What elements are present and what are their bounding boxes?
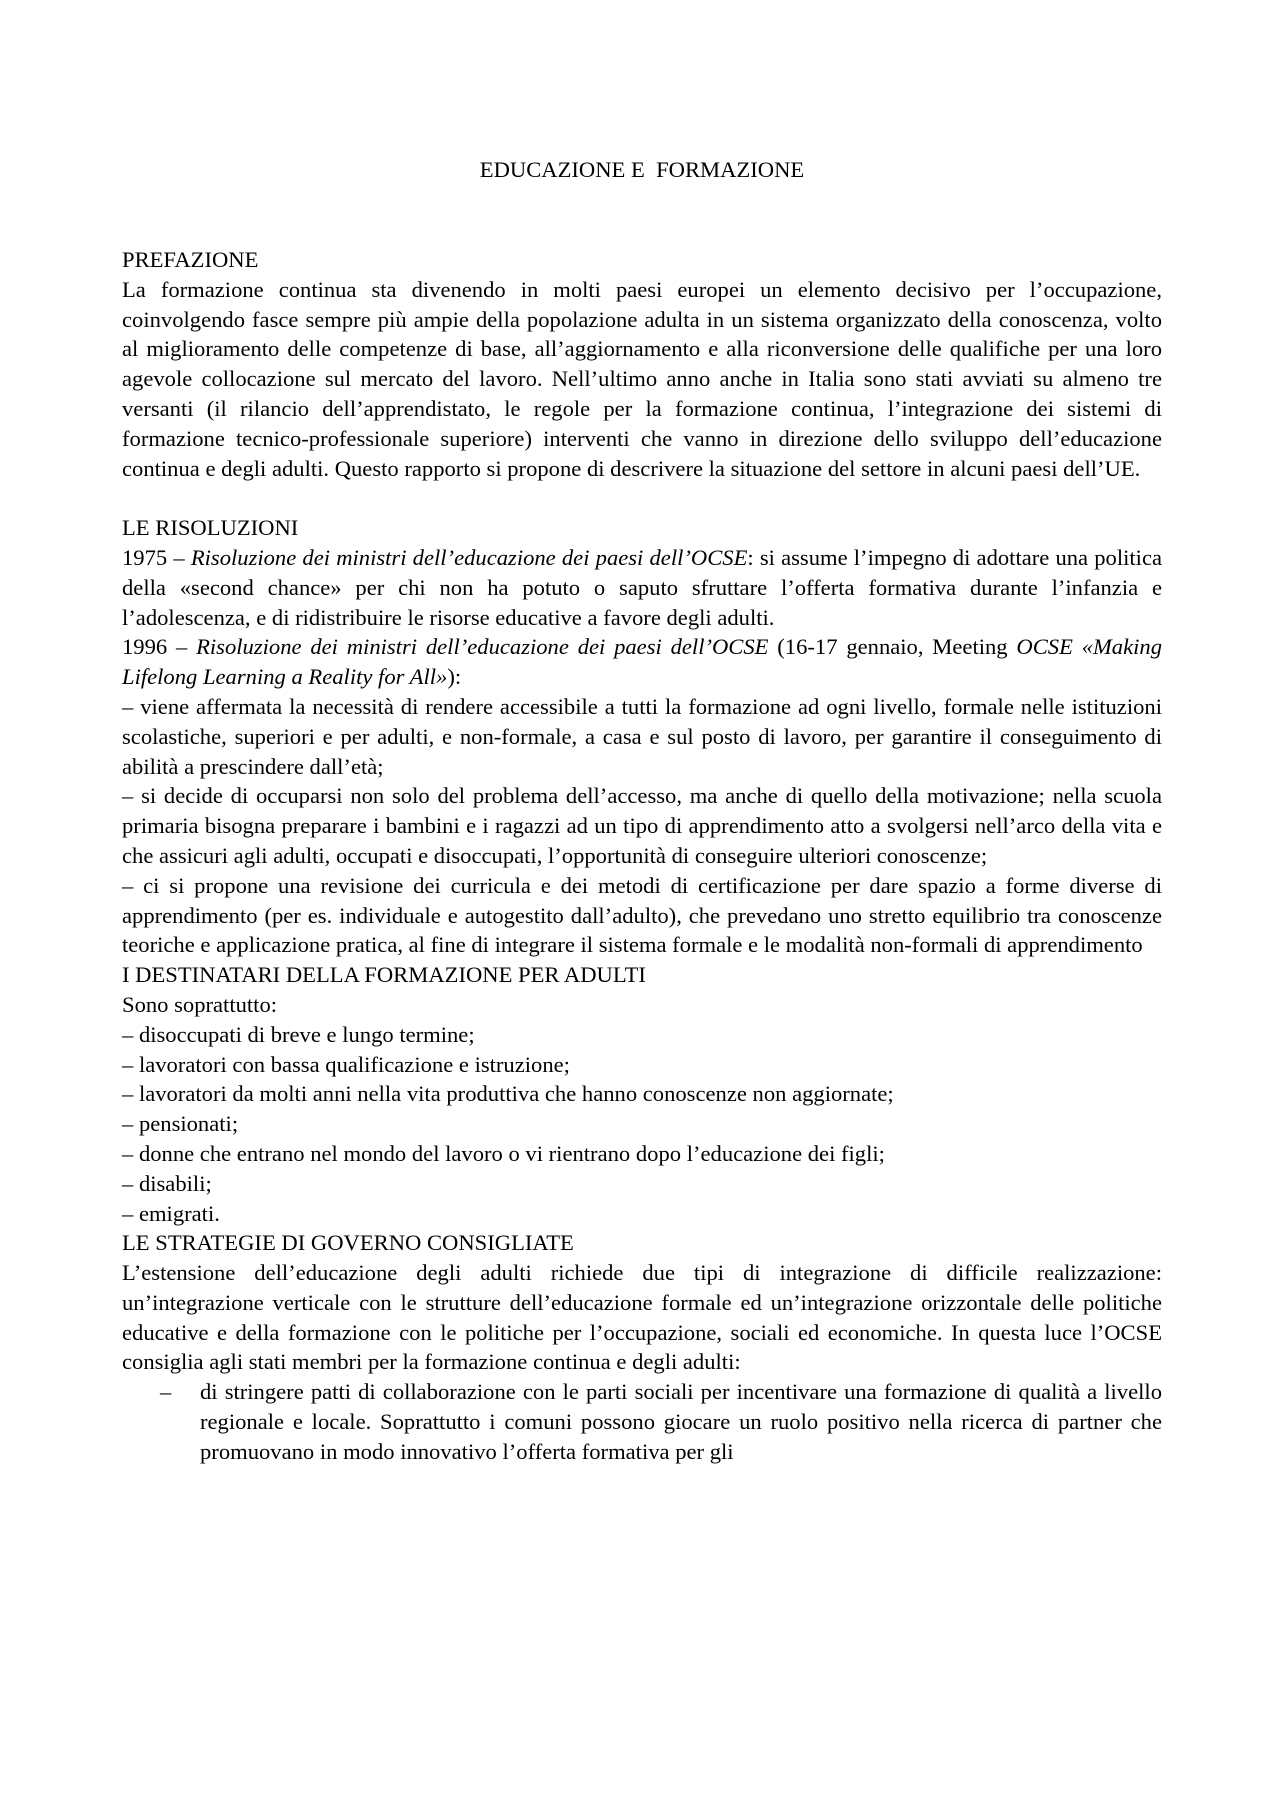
section-heading-destinatari: I DESTINATARI DELLA FORMAZIONE PER ADULTI <box>122 962 646 988</box>
list-item: – pensionati; <box>122 1111 239 1137</box>
resolution-1996-prefix: 1996 – <box>122 634 197 660</box>
resolution-1996-meeting: OCSE «Making Lifelong Learning a Reality for All» <box>122 634 1163 690</box>
resolution-1996-end: ): <box>447 664 462 690</box>
resolution-1975-title: Risoluzione dei ministri dell’educazione dei paesi dell’OCSE <box>190 544 748 570</box>
resolution-point: – si decide di occuparsi non solo del problema dell’accesso, ma anche di quello della motivazione; nella scuola primaria bisogna preparare i bambini e i ragazzi ad un tipo di apprendimento atto a svolgersi nell’arco della vita e che assicuri agli adulti, occupati e disoccupati, l’opportunità di conseguire ulteriori conoscenze; <box>122 783 1162 868</box>
paragraph-resolution-1996 <box>122 632 1162 692</box>
paragraph-strategie: L’estensione dell’educazione degli adulti richiede due tipi di integrazione di difficile realizzazione: un’integrazione verticale con le strutture dell’educazione formale ed un’integrazione orizzontale delle politiche educative e della formazione con le politiche per l’occupazione, sociali ed economiche. In questa luce l’OCSE consiglia agli stati membri per la formazione continua e degli adulti: <box>122 1260 1162 1375</box>
resolution-1996-middle: (16-17 gennaio, Meeting <box>768 634 1017 660</box>
paragraph-resolution-1975 <box>122 543 1162 632</box>
section-strategie <box>122 1228 1162 1466</box>
list-item: – donne che entrano nel mondo del lavoro o vi rientrano dopo l’educazione dei figli; <box>122 1140 885 1166</box>
list-item: – disoccupati di breve e lungo termine; <box>122 1021 475 1047</box>
section-prefazione <box>122 245 1162 483</box>
document-content <box>122 245 1162 1467</box>
list-item-text: di stringere patti di collaborazione con le parti sociali per incentivare una formazione di qualità a livello regionale e locale. Soprattutto i comuni possono giocare un ruolo positivo nella ricerca di partner che promuovano in modo innovativo l’offerta formativa per gli <box>200 1379 1162 1464</box>
paragraph-gap <box>122 483 1162 513</box>
list-item: – lavoratori con bassa qualificazione e istruzione; <box>122 1051 570 1077</box>
resolution-point: – ci si propone una revisione dei curricula e dei metodi di certificazione per dare spazio a forme diverse di apprendimento (per es. individuale e autogestito dall’adulto), che prevedano uno stretto equilibrio tra conoscenze teoriche e applicazione pratica, al fine di integrare il sistema formale e le modalità non-formali di apprendimento <box>122 872 1162 958</box>
list-item: – disabili; <box>122 1170 212 1196</box>
section-risoluzioni <box>122 513 1162 960</box>
list-dash: – <box>160 1379 172 1405</box>
paragraph-prefazione: La formazione continua sta divenendo in molti paesi europei un elemento decisivo per l’occupazione, coinvolgendo fasce sempre più ampie della popolazione adulta in un sistema organizzato della conoscenza, volto al miglioramento delle competenze di base, all’aggiornamento e alla riconversione delle qualifiche per una loro agevole collocazione sul mercato del lavoro. Nell’ultimo anno anche in Italia sono stati avviati su almeno tre versanti (il rilancio dell’apprendistato, le regole per la formazione continua, l’integrazione dei sistemi di formazione tecnico-professionale superiore) interventi che vanno in direzione dello sviluppo dell’educazione continua e degli adulti. Questo rapporto si propone di descrivere la situazione del settore in alcuni paesi dell’UE. <box>122 276 1162 481</box>
strategie-list <box>122 1377 1162 1466</box>
resolution-1975-text: : si assume l’impegno di adottare una politica della «second chance» per chi non ha potuto o saputo sfruttare l’offerta formativa durante l’infanzia e l’adolescenza, e di ridistribuire le risorse educative a favore degli adulti. <box>122 544 1163 630</box>
list-item: – emigrati. <box>122 1200 220 1226</box>
page-title: EDUCAZIONE E FORMAZIONE <box>479 157 805 182</box>
destinatari-intro: Sono soprattutto: <box>122 991 278 1017</box>
section-destinatari <box>122 960 1162 1228</box>
resolution-point: – viene affermata la necessità di rendere accessibile a tutti la formazione ad ogni livello, formale nelle istituzioni scolastiche, superiori e per adulti, e non-formale, a casa e sul posto di lavoro, per garantire il conseguimento di abilità a prescindere dall’età; <box>122 693 1162 779</box>
resolution-1975-prefix: 1975 – <box>122 544 191 570</box>
section-heading-risoluzioni: LE RISOLUZIONI <box>122 515 299 541</box>
list-item <box>122 1377 1162 1466</box>
section-heading-prefazione: PREFAZIONE <box>122 247 259 272</box>
resolution-1996-title: Risoluzione dei ministri dell’educazione dei paesi dell’OCSE <box>196 634 769 660</box>
section-heading-strategie: LE STRATEGIE DI GOVERNO CONSIGLIATE <box>122 1230 574 1256</box>
list-item: – lavoratori da molti anni nella vita produttiva che hanno conoscenze non aggiornate; <box>122 1081 894 1107</box>
